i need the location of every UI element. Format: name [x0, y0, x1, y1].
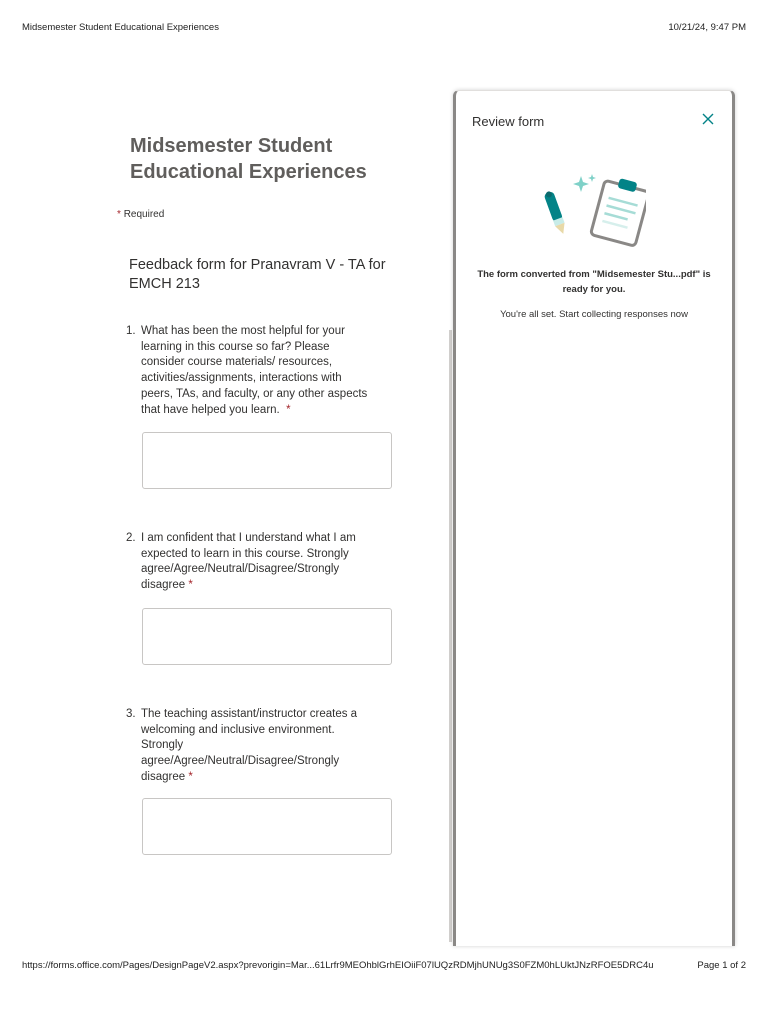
question-number: 3.	[126, 708, 136, 720]
form-scrollbar[interactable]	[449, 330, 452, 942]
question-text	[141, 531, 376, 594]
form-description: Feedback form for Pranavram V - TA for EMCH 213	[129, 257, 386, 292]
answer-input-q1[interactable]	[142, 432, 392, 489]
question-number: 1.	[126, 325, 136, 337]
question-text-body: What has been the most helpful for your learning in this course so far? Please consider course materials/ resources, activities/assignments, interactions with peers, TAs, and faculty, or any other aspects that have helped you learn.	[141, 325, 368, 416]
answer-input-q3[interactable]	[142, 798, 392, 855]
question-2	[126, 531, 376, 594]
question-number: 2.	[126, 532, 136, 544]
question-3	[126, 707, 376, 786]
page-number: Page 1 of 2	[697, 960, 746, 971]
required-star: *	[188, 579, 193, 592]
form-title: Midsemester Student Educational Experiences	[130, 135, 367, 183]
answer-input-q2[interactable]	[142, 608, 392, 665]
review-form-panel	[453, 90, 735, 946]
question-text-body: The teaching assistant/instructor creates a welcoming and inclusive environment. Strongly agree/Agree/Neutral/Disagree/Strongly disagree	[141, 708, 358, 783]
print-footer	[22, 960, 746, 971]
required-star: *	[286, 403, 291, 416]
question-text	[141, 707, 376, 786]
print-header	[22, 22, 746, 33]
question-1	[126, 324, 376, 418]
print-url: https://forms.office.com/Pages/DesignPageV2.aspx?prevorigin=Mar...61Lrfr9MEOhblGrhEIOiiF07lUQzRDMjhUNUg3S0FZM0hLUktJNzRFOE5DRC4u	[22, 960, 654, 971]
close-icon-glyph	[702, 113, 714, 125]
converted-message: The form converted from "Midsemester Stu...pdf" is ready for you.	[477, 269, 711, 295]
print-datetime: 10/21/24, 9:47 PM	[668, 22, 746, 33]
required-star: *	[117, 209, 121, 220]
question-text-body: I am confident that I understand what I am expected to learn in this course. Strongly agree/Agree/Neutral/Disagree/Strongly disagree	[141, 532, 356, 592]
required-note	[117, 209, 164, 220]
required-star: *	[188, 770, 193, 783]
panel-title: Review form	[472, 114, 545, 129]
ready-message: You're all set. Start collecting responses now	[500, 309, 688, 320]
question-text	[141, 324, 376, 418]
close-icon[interactable]	[700, 113, 716, 129]
print-doc-title: Midsemester Student Educational Experiences	[22, 22, 219, 33]
clipboard-pen-sparkle-icon	[541, 171, 646, 251]
required-label: Required	[123, 209, 165, 220]
